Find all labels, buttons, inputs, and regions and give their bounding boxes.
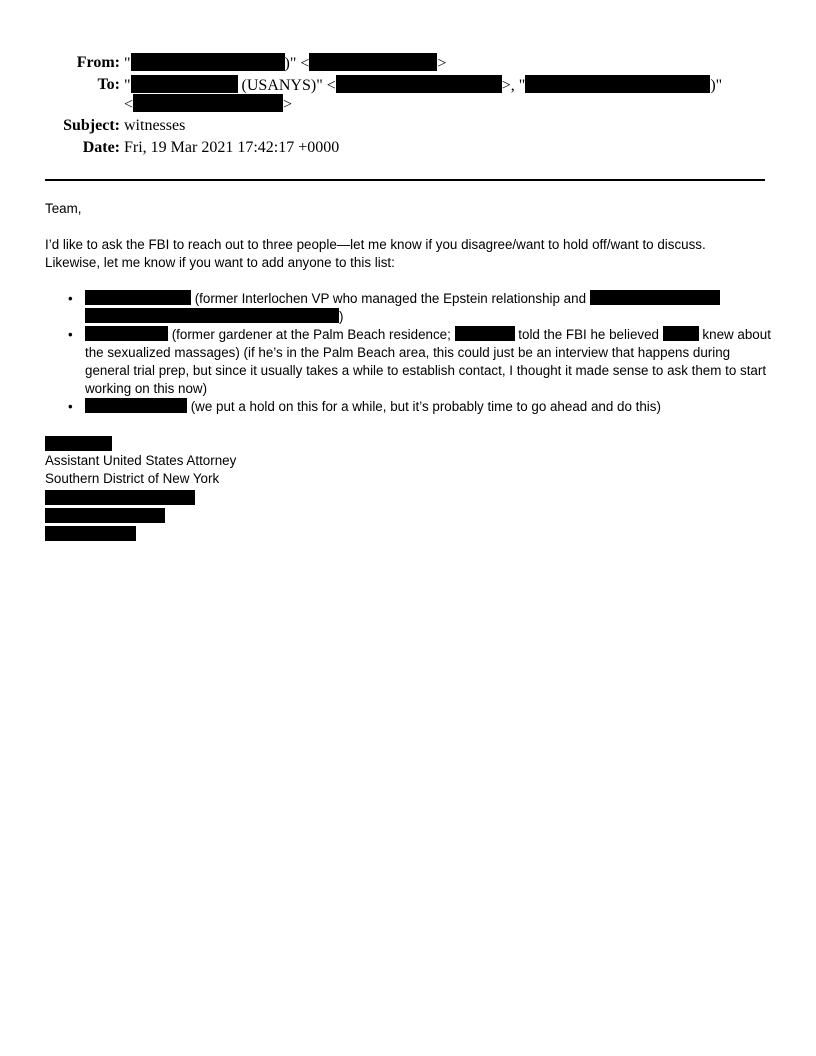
redaction bbox=[85, 398, 187, 413]
witness-list bbox=[45, 290, 816, 416]
intro-line-1: I’d like to ask the FBI to reach out to three people—let me know if you disagree/want to hold off/want to discuss. bbox=[45, 237, 706, 252]
date-value: Fri, 19 Mar 2021 17:42:17 +0000 bbox=[124, 139, 340, 156]
subject-row bbox=[0, 116, 816, 136]
list-item: • (former Interlochen VP who managed the Epstein relationship and ) bbox=[85, 290, 816, 326]
greeting bbox=[45, 200, 785, 218]
to-value-line2: < > bbox=[124, 96, 293, 113]
bullet: • bbox=[68, 291, 73, 306]
header-divider bbox=[45, 179, 765, 181]
redaction bbox=[131, 75, 238, 93]
subject-label: Subject: bbox=[63, 117, 120, 134]
signature-redaction bbox=[45, 508, 165, 523]
date-row bbox=[0, 138, 816, 158]
signature-title: Assistant United States Attorney bbox=[45, 453, 237, 468]
redaction bbox=[590, 290, 720, 305]
redaction bbox=[85, 326, 168, 341]
redaction bbox=[336, 75, 502, 93]
redaction bbox=[133, 94, 283, 112]
to-value: " (USANYS)" < >, " )" bbox=[124, 77, 723, 94]
redaction bbox=[85, 290, 191, 305]
signature-office: Southern District of New York bbox=[45, 471, 220, 486]
from-row bbox=[0, 53, 816, 73]
greeting-text: Team, bbox=[45, 201, 82, 216]
intro-line-2: Likewise, let me know if you want to add anyone to this list: bbox=[45, 255, 395, 270]
signature-redaction bbox=[45, 490, 195, 505]
redaction bbox=[663, 326, 699, 341]
to-row-continued bbox=[0, 94, 816, 114]
to-label: To: bbox=[97, 76, 120, 93]
redaction bbox=[131, 53, 285, 71]
date-label: Date: bbox=[82, 139, 120, 156]
bullet: • bbox=[68, 327, 73, 342]
from-label: From: bbox=[76, 54, 120, 71]
redaction bbox=[525, 75, 710, 93]
bullet: • bbox=[68, 399, 73, 414]
intro-paragraph bbox=[45, 236, 785, 272]
from-value: " )" < > bbox=[124, 55, 447, 72]
to-row bbox=[0, 75, 816, 95]
signature-name-redaction bbox=[45, 436, 112, 451]
signature-redaction bbox=[45, 526, 136, 541]
list-item: • (we put a hold on this for a while, but it’s probably time to go ahead and do this) bbox=[68, 399, 661, 414]
redaction bbox=[309, 53, 437, 71]
list-item: • (former gardener at the Palm Beach residence; told the FBI he believed knew about the sexualized massages) (if he’s in the Palm Beach area, this could just be an interview that happens during general trial prep, but since it usually takes a while to establish contact, I thought it made sense to ask them to start working on this now) bbox=[68, 327, 771, 396]
redaction bbox=[455, 326, 515, 341]
subject-value: witnesses bbox=[124, 117, 186, 134]
redaction bbox=[85, 308, 339, 323]
